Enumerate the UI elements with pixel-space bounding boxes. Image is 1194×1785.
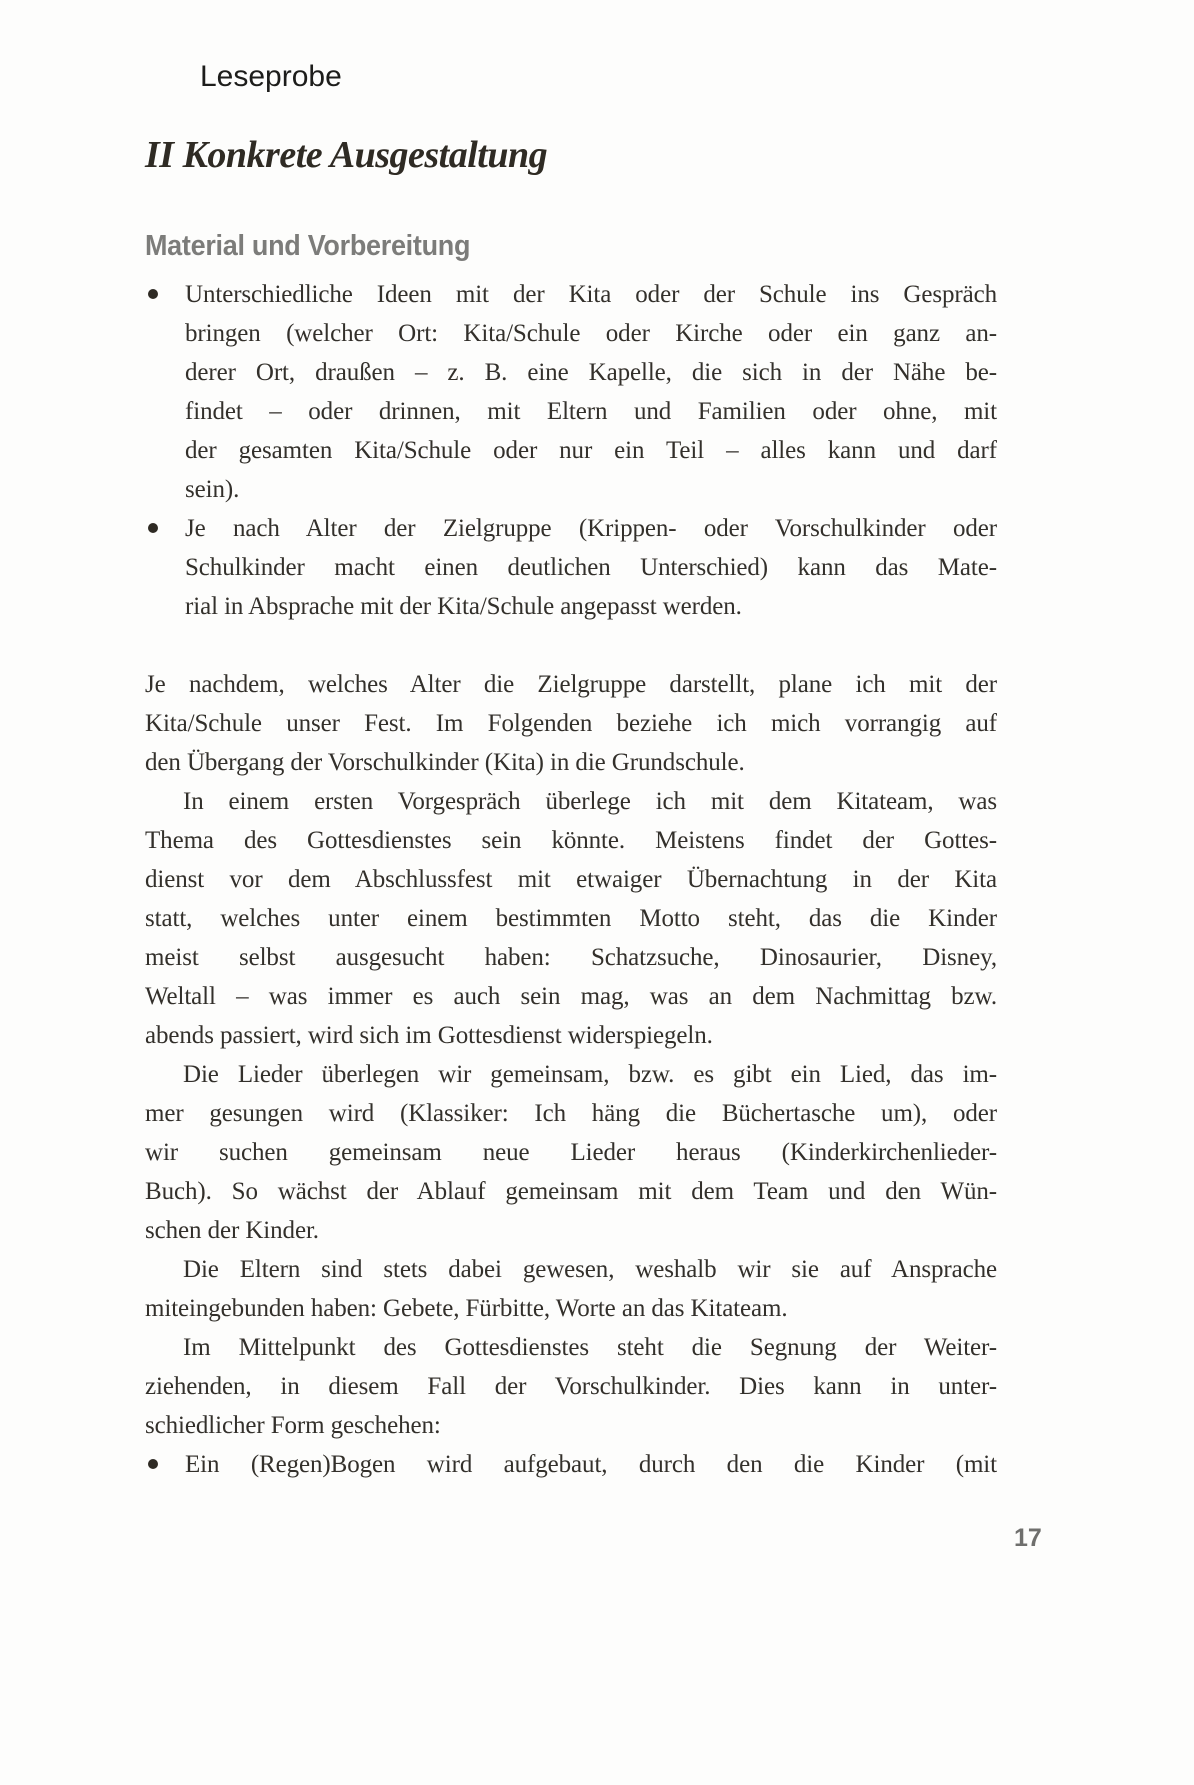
text-line: sein). — [185, 476, 240, 503]
text-line: Die Lieder überlegen wir gemeinsam, bzw. es gibt ein Lied, das im- — [183, 1061, 997, 1088]
paragraph — [145, 1055, 997, 1250]
text-line: rial in Absprache mit der Kita/Schule angepasst werden. — [185, 593, 742, 620]
paragraph — [145, 1328, 997, 1445]
text-line: derer Ort, draußen – z. B. eine Kapelle, die sich in der Nähe be- — [185, 359, 997, 386]
text-line: Im Mittelpunkt des Gottesdienstes steht die Segnung der Weiter- — [183, 1334, 997, 1361]
text-line: Kita/Schule unser Fest. Im Folgenden beziehe ich mich vorrangig auf — [145, 710, 997, 737]
text-line: meist selbst ausgesucht haben: Schatzsuche, Dinosaurier, Disney, — [145, 944, 997, 971]
bullet-icon — [145, 1445, 185, 1484]
bullet-text — [185, 509, 997, 626]
text-line: mer gesungen wird (Klassiker: Ich häng die Büchertasche um), oder — [145, 1100, 997, 1127]
bullet-text — [185, 1445, 997, 1484]
text-line: abends passiert, wird sich im Gottesdienst widerspiegeln. — [145, 1022, 713, 1049]
section-heading: Material und Vorbereitung — [145, 230, 471, 262]
text-line: ziehenden, in diesem Fall der Vorschulkinder. Dies kann in unter- — [145, 1373, 997, 1400]
text-line: Thema des Gottesdienstes sein könnte. Meistens findet der Gottes- — [145, 827, 997, 854]
chapter-title: II Konkrete Ausgestaltung — [145, 134, 548, 176]
bullet-item — [145, 509, 997, 626]
bullet-item — [145, 1445, 997, 1484]
text-line: statt, welches unter einem bestimmten Motto steht, das die Kinder — [145, 905, 997, 932]
text-line: miteingebunden haben: Gebete, Fürbitte, Worte an das Kitateam. — [145, 1295, 788, 1322]
page-content — [145, 275, 997, 1484]
text-line: Die Eltern sind stets dabei gewesen, weshalb wir sie auf Ansprache — [183, 1256, 997, 1283]
text-line: bringen (welcher Ort: Kita/Schule oder Kirche oder ein ganz an- — [185, 320, 997, 347]
text-line: der gesamten Kita/Schule oder nur ein Teil – alles kann und darf — [185, 437, 997, 464]
text-line: Je nach Alter der Zielgruppe (Krippen- oder Vorschulkinder oder — [185, 515, 997, 542]
text-line: Weltall – was immer es auch sein mag, was an dem Nachmittag bzw. — [145, 983, 997, 1010]
bullet-icon — [145, 275, 185, 314]
text-line: findet – oder drinnen, mit Eltern und Familien oder ohne, mit — [185, 398, 997, 425]
page-number: 17 — [1014, 1524, 1042, 1552]
text-line: Buch). So wächst der Ablauf gemeinsam mit dem Team und den Wün- — [145, 1178, 997, 1205]
bullet-icon — [145, 509, 185, 548]
bullet-text — [185, 275, 997, 509]
text-line: schiedlicher Form geschehen: — [145, 1412, 441, 1439]
paragraph — [145, 665, 997, 782]
paragraph — [145, 1250, 997, 1328]
text-line: wir suchen gemeinsam neue Lieder heraus (Kinderkirchenlieder- — [145, 1139, 997, 1166]
text-line: schen der Kinder. — [145, 1217, 319, 1244]
text-line: In einem ersten Vorgespräch überlege ich mit dem Kitateam, was — [183, 788, 997, 815]
text-line: Ein (Regen)Bogen wird aufgebaut, durch den die Kinder (mit — [185, 1451, 997, 1478]
paragraph — [145, 782, 997, 1055]
text-line: Schulkinder macht einen deutlichen Unterschied) kann das Mate- — [185, 554, 997, 581]
bullet-item — [145, 275, 997, 509]
text-line: dienst vor dem Abschlussfest mit etwaiger Übernachtung in der Kita — [145, 866, 997, 893]
text-line: Unterschiedliche Ideen mit der Kita oder der Schule ins Gespräch — [185, 281, 997, 308]
text-line: den Übergang der Vorschulkinder (Kita) in die Grundschule. — [145, 749, 745, 776]
text-line: Je nachdem, welches Alter die Zielgruppe darstellt, plane ich mit der — [145, 671, 997, 698]
header-label: Leseprobe — [200, 60, 342, 93]
